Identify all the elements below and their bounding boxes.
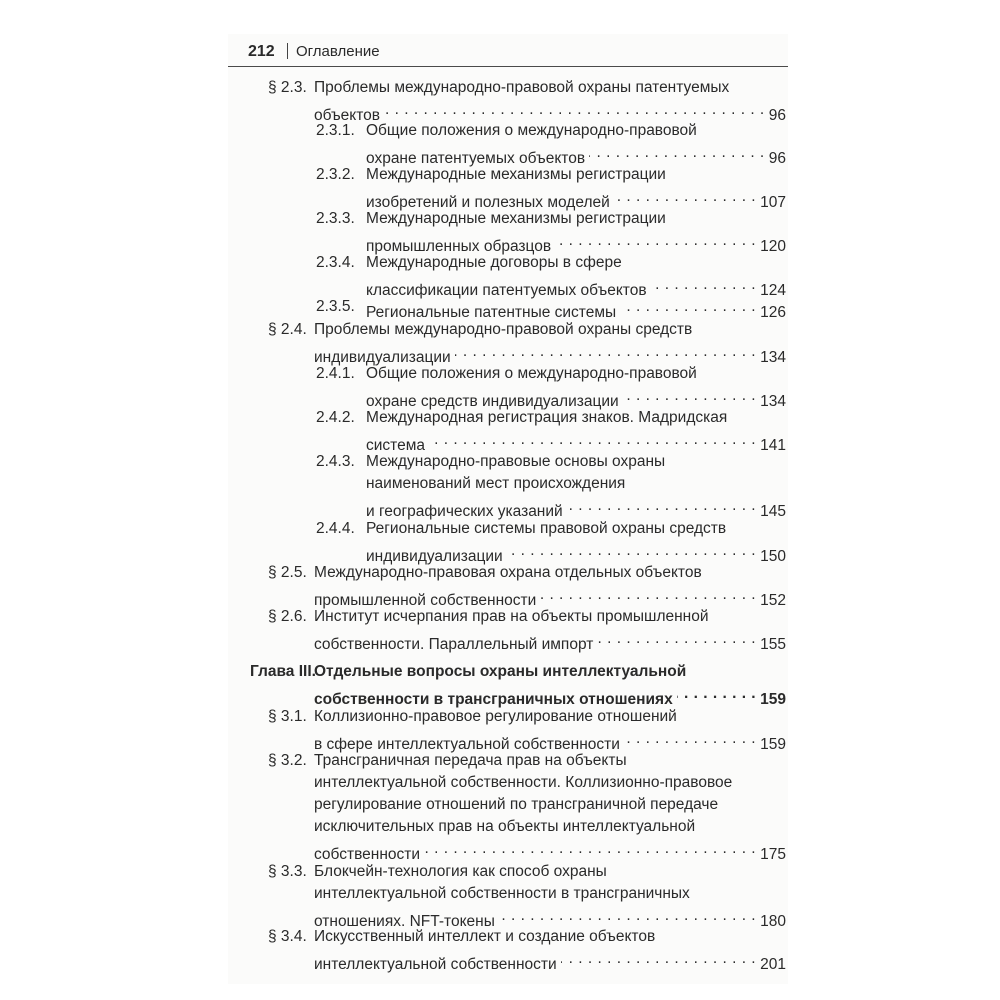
toc-entry-page: 134 xyxy=(760,393,786,410)
toc-entry-last-line xyxy=(366,540,786,565)
toc-entry-title-line: Международные механизмы регистрации xyxy=(366,166,666,183)
toc-entry-number: Глава III. xyxy=(250,663,316,680)
dot-leader xyxy=(567,495,756,516)
toc-entry-last-line xyxy=(314,99,786,124)
toc-entry-title-line: Общие положения о международно-правовой xyxy=(366,122,697,139)
toc-entry-page: 134 xyxy=(760,349,786,366)
toc-entry-number: § 3.2. xyxy=(268,752,307,769)
toc-entry-title-line: исключительных прав на объекты интеллектуальной xyxy=(314,818,696,835)
toc-entry-page: 201 xyxy=(760,956,786,973)
toc-entry-page: 159 xyxy=(760,691,786,708)
toc-entry-title-end: охране патентуемых объектов xyxy=(366,150,586,167)
toc-entry-page: 152 xyxy=(760,592,786,609)
toc-entry-last-line xyxy=(366,429,786,454)
toc-entry-title-end: изобретений и полезных моделей xyxy=(366,194,610,211)
page-number: 212 xyxy=(248,43,275,60)
dot-leader xyxy=(624,728,756,749)
toc-entry-title-end: и географических указаний xyxy=(366,503,563,520)
toc-entry-last-line xyxy=(314,628,786,653)
toc-entry-last-line xyxy=(366,385,786,410)
toc-entry-title-end: система xyxy=(366,437,425,454)
toc-entry-title-line: Международно-правовые основы охраны xyxy=(366,453,666,470)
toc-entry-title-end: собственности в трансграничных отношениях xyxy=(314,691,673,708)
dot-leader xyxy=(555,230,756,251)
toc-entry-page: 96 xyxy=(768,107,786,124)
toc-entry-number: § 2.3. xyxy=(268,79,307,96)
toc-entry-title-line: Институт исчерпания прав на объекты промышленной xyxy=(314,608,709,625)
toc-entry-page: 126 xyxy=(760,304,786,321)
toc-entry-page: 159 xyxy=(760,736,786,753)
toc-entry-title-end: охране средств индивидуализации xyxy=(366,393,619,410)
toc-entry-last-line xyxy=(366,230,786,255)
header-title: Оглавление xyxy=(296,43,380,60)
toc-entry-page: 150 xyxy=(760,548,786,565)
toc-entry-last-line xyxy=(366,296,786,321)
toc-entry-title-line: Региональные системы правовой охраны средств xyxy=(366,520,727,537)
toc-entry-page: 120 xyxy=(760,238,786,255)
toc-entry-title-line: Международно-правовая охрана отдельных объектов xyxy=(314,564,702,581)
dot-leader xyxy=(561,948,756,969)
toc-entry-last-line xyxy=(314,838,786,863)
toc-entry-title-end: в сфере интеллектуальной собственности xyxy=(314,736,620,753)
dot-leader xyxy=(540,584,756,605)
dot-leader xyxy=(614,186,756,207)
toc-entry-title-end: индивидуализации xyxy=(314,349,451,366)
toc-entry-title-line: интеллектуальной собственности. Коллизионно-правовое xyxy=(314,774,733,791)
dot-leader xyxy=(499,905,756,926)
toc-entry-last-line xyxy=(314,683,786,708)
toc-entry-number: 2.4.3. xyxy=(316,453,355,470)
toc-entry-title-end: объектов xyxy=(314,107,381,124)
toc-entry-title-end: промышленной собственности xyxy=(314,592,537,609)
toc-entry-title-line: Международные механизмы регистрации xyxy=(366,210,666,227)
toc-entry-title-line: Искусственный интеллект и создание объектов xyxy=(314,928,656,945)
toc-entry-number: 2.4.4. xyxy=(316,520,355,537)
toc-entry-page: 175 xyxy=(760,846,786,863)
toc-entry-number: 2.3.5. xyxy=(316,298,355,315)
toc-entry-number: § 3.1. xyxy=(268,708,307,725)
toc-entry-title-end: Региональные патентные системы xyxy=(366,304,617,321)
toc-entry-last-line xyxy=(314,905,786,930)
dot-leader xyxy=(507,540,756,561)
toc-entry-title-line: Проблемы международно-правовой охраны патентуемых xyxy=(314,79,730,96)
toc-entry-title-line: Проблемы международно-правовой охраны средств xyxy=(314,321,693,338)
toc-entry-title-end: промышленных образцов xyxy=(366,238,552,255)
toc-entry-last-line xyxy=(366,142,786,167)
toc-entry-number: 2.4.2. xyxy=(316,409,355,426)
toc-entry-number: 2.4.1. xyxy=(316,365,355,382)
dot-leader xyxy=(384,99,765,120)
dot-leader xyxy=(597,628,756,649)
toc-entry-last-line xyxy=(366,186,786,211)
toc-entry-number: 2.3.1. xyxy=(316,122,355,139)
toc-entry-title-end: собственности xyxy=(314,846,421,863)
toc-entry-last-line xyxy=(314,728,786,753)
toc-entry-title-end: индивидуализации xyxy=(366,548,503,565)
dot-leader xyxy=(589,142,765,163)
toc-entry-number: § 3.3. xyxy=(268,863,307,880)
dot-leader xyxy=(620,296,756,317)
dot-leader xyxy=(455,341,756,362)
toc-entry-number: 2.3.3. xyxy=(316,210,355,227)
toc-entry-title-end: интеллектуальной собственности xyxy=(314,956,557,973)
toc-entry-last-line xyxy=(314,948,786,973)
toc-entry-last-line xyxy=(314,584,786,609)
toc-entry-page: 96 xyxy=(768,150,786,167)
dot-leader xyxy=(424,838,756,859)
toc-entry-title-end: отношениях. NFT-токены xyxy=(314,913,495,930)
toc-entry-title-line: Блокчейн-технология как способ охраны xyxy=(314,863,607,880)
toc-entry-title-line: Трансграничная передача прав на объекты xyxy=(314,752,627,769)
toc-entry-page: 107 xyxy=(760,194,786,211)
dot-leader xyxy=(651,274,757,295)
toc-entry-page: 141 xyxy=(760,437,786,454)
toc-entry-title-line: интеллектуальной собственности в трансграничных xyxy=(314,885,690,902)
toc-entry-page: 180 xyxy=(760,913,786,930)
dot-leader xyxy=(623,385,756,406)
toc-entry-title-line: Общие положения о международно-правовой xyxy=(366,365,697,382)
toc-entry-title-line: Международные договоры в сфере xyxy=(366,254,622,271)
toc-entry-page: 155 xyxy=(760,636,786,653)
toc-entry-title-line: Коллизионно-правовое регулирование отношений xyxy=(314,708,677,725)
toc-entry-page: 145 xyxy=(760,503,786,520)
dot-leader xyxy=(677,683,756,704)
toc-entry-number: 2.3.2. xyxy=(316,166,355,183)
toc-entry-number: § 3.4. xyxy=(268,928,307,945)
toc-entry-last-line xyxy=(314,341,786,366)
toc-entry-title-end: собственности. Параллельный импорт xyxy=(314,636,594,653)
toc-entry-title-line: регулирование отношений по трансграничной передаче xyxy=(314,796,719,813)
toc-entry-title-line: наименований мест происхождения xyxy=(366,475,626,492)
toc-entry-number: 2.3.4. xyxy=(316,254,355,271)
toc-entry-number: § 2.5. xyxy=(268,564,307,581)
toc-entry-title-line: Отдельные вопросы охраны интеллектуальной xyxy=(314,663,687,680)
dot-leader xyxy=(429,429,756,450)
toc-entry-last-line xyxy=(366,274,786,299)
toc-entry-title-end: классификации патентуемых объектов xyxy=(366,282,647,299)
toc-entry-last-line xyxy=(366,495,786,520)
toc-entry-page: 124 xyxy=(760,282,786,299)
toc-entry-number: § 2.6. xyxy=(268,608,307,625)
toc-entry-number: § 2.4. xyxy=(268,321,307,338)
toc-entry-title-line: Международная регистрация знаков. Мадридская xyxy=(366,409,728,426)
